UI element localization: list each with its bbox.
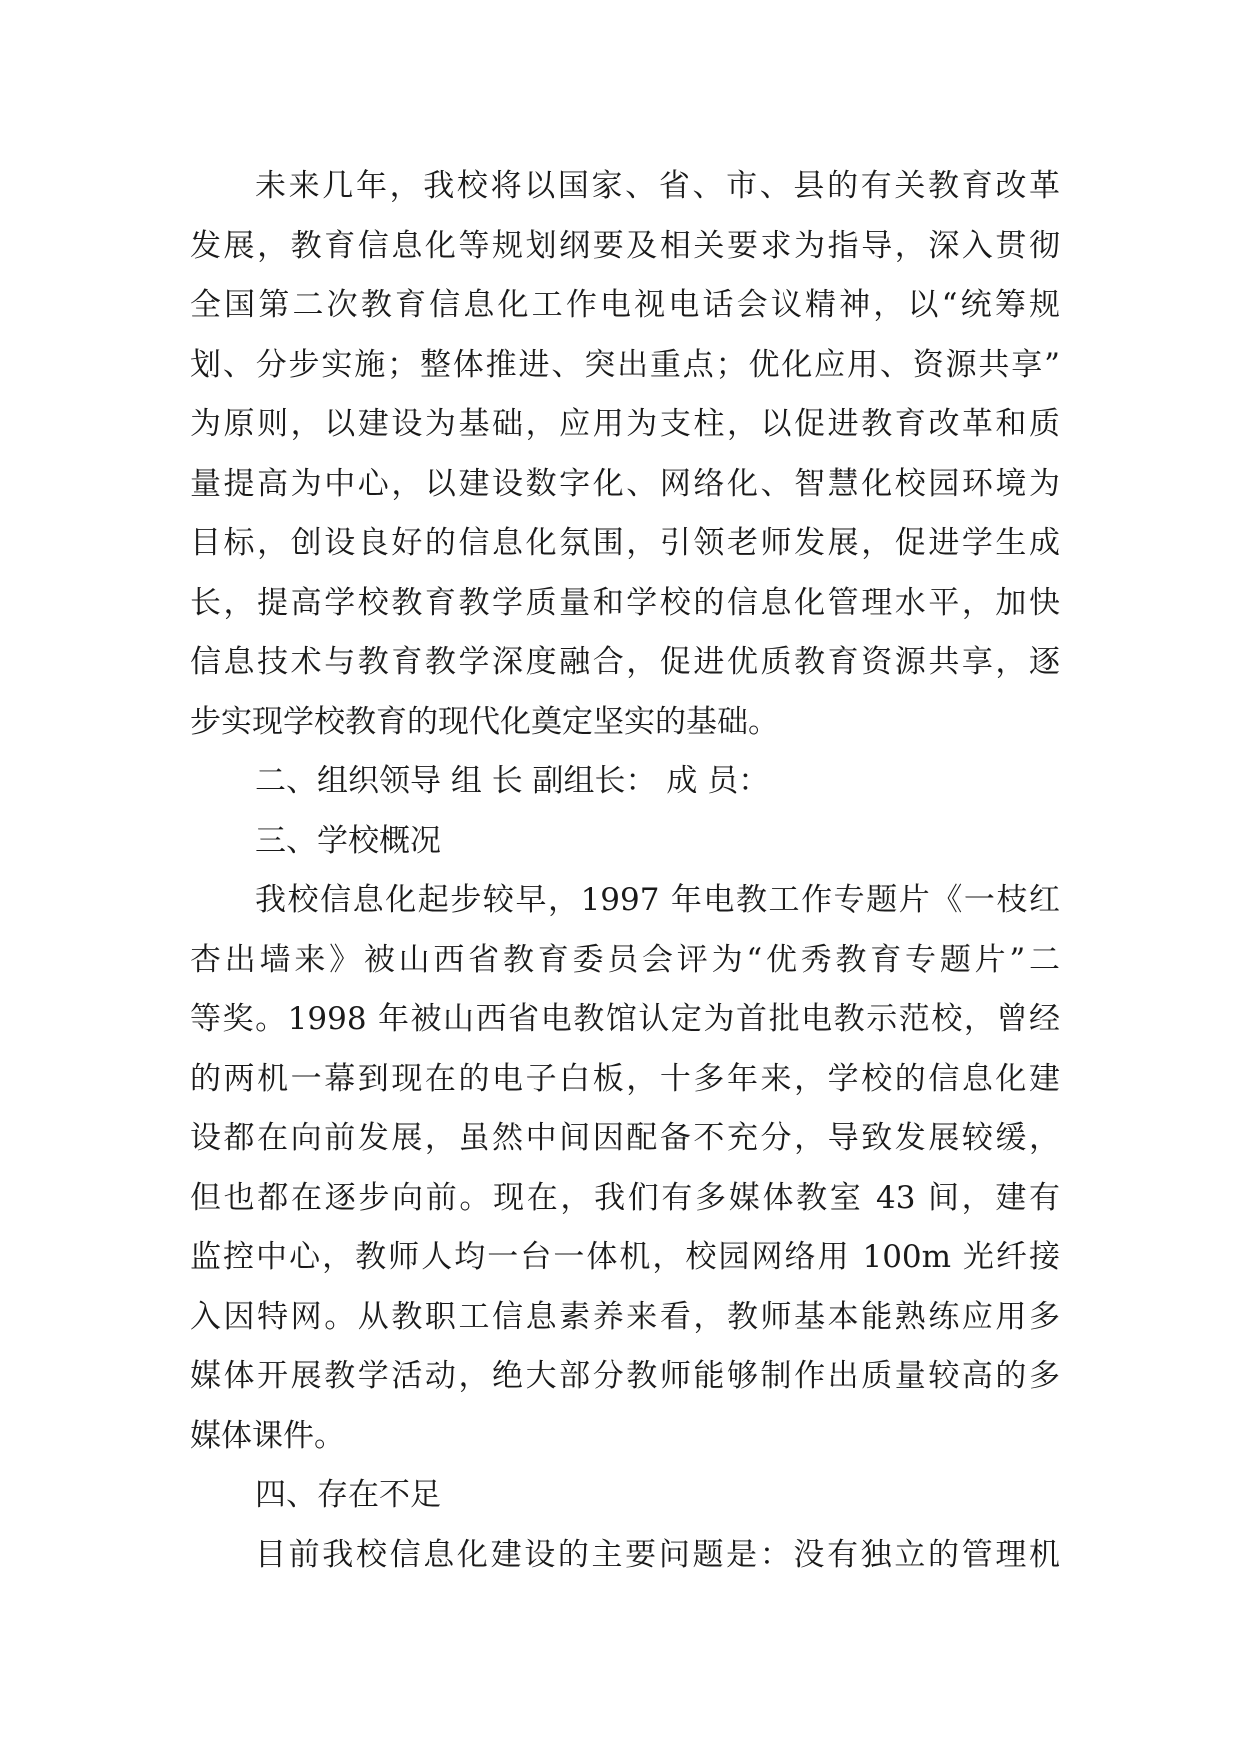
paragraph-line: 设都在向前发展，虽然中间因配备不充分，导致发展较缓，	[190, 1120, 1060, 1156]
paragraph-line: 我校信息化起步较早，1997 年电教工作专题片《一枝红	[255, 882, 1060, 918]
paragraph-line: 量提高为中心，以建设数字化、网络化、智慧化校园环境为	[190, 465, 1060, 502]
paragraph-line: 入因特网。从教职工信息素养来看，教师基本能熟练应用多	[190, 1298, 1060, 1335]
paragraph-line: 目标，创设良好的信息化氛围，引领老师发展，促进学生成	[190, 525, 1060, 561]
paragraph-line: 为原则，以建设为基础，应用为支柱，以促进教育改革和质	[190, 406, 1060, 442]
section-heading: 二、组织领导 组 长 副组长： 成 员：	[255, 763, 770, 799]
section-heading: 四、存在不足	[255, 1477, 441, 1513]
paragraph-line: 的两机一幕到现在的电子白板，十多年来，学校的信息化建	[190, 1060, 1060, 1097]
paragraph-line: 监控中心，教师人均一台一体机，校园网络用 100m 光纤接	[190, 1239, 1060, 1275]
paragraph-line: 全国第二次教育信息化工作电视电话会议精神，以“统筹规	[190, 287, 1060, 323]
paragraph-line: 未来几年，我校将以国家、省、市、县的有关教育改革	[255, 168, 1060, 204]
paragraph-line: 目前我校信息化建设的主要问题是：没有独立的管理机	[255, 1536, 1060, 1573]
paragraph-line: 媒体课件。	[190, 1417, 345, 1454]
paragraph-line: 信息技术与教育教学深度融合，促进优质教育资源共享，逐	[190, 644, 1060, 680]
paragraph-line: 发展，教育信息化等规划纲要及相关要求为指导，深入贯彻	[190, 227, 1060, 264]
document-body	[190, 157, 1060, 1585]
section-heading: 三、学校概况	[255, 822, 441, 859]
paragraph-line: 杏出墙来》被山西省教育委员会评为“优秀教育专题片”二	[190, 941, 1060, 978]
paragraph-line: 划、分步实施；整体推进、突出重点；优化应用、资源共享”	[190, 346, 1060, 383]
paragraph-line: 但也都在逐步向前。现在，我们有多媒体教室 43 间，建有	[190, 1179, 1060, 1216]
paragraph-line: 等奖。1998 年被山西省电教馆认定为首批电教示范校，曾经	[190, 1001, 1060, 1037]
paragraph-line: 步实现学校教育的现代化奠定坚实的基础。	[190, 703, 779, 740]
paragraph-line: 长，提高学校教育教学质量和学校的信息化管理水平，加快	[190, 584, 1060, 621]
paragraph-line: 媒体开展教学活动，绝大部分教师能够制作出质量较高的多	[190, 1358, 1060, 1394]
